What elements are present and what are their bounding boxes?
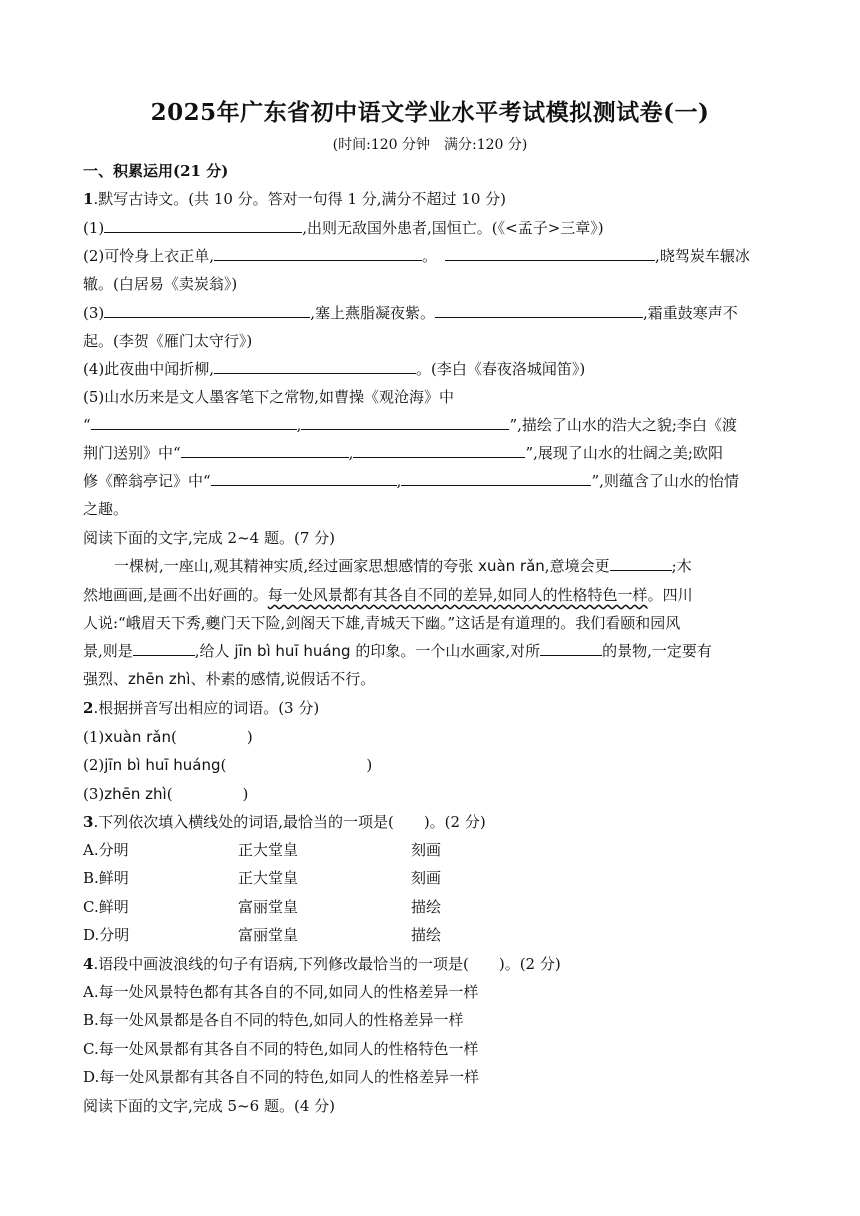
pinyin-text: zhēn zhì: [104, 785, 167, 803]
answer-blank[interactable]: [214, 359, 416, 374]
q2-item3: [83, 784, 248, 804]
q3-option-a-label[interactable]: A.分明: [83, 841, 129, 859]
passage-text: 强烈、: [83, 670, 129, 688]
pinyin-text: xuàn rǎn: [104, 728, 171, 746]
passage-text: ,意境会更: [544, 557, 610, 575]
q3-option-c-label[interactable]: C.鲜明: [83, 898, 129, 916]
passage-line3: 人说:“峨眉天下秀,夔门天下险,剑阁天下雄,青城天下幽。”这话是有道理的。我们看颐和园风: [83, 614, 681, 632]
q4-option-c[interactable]: C.每一处风景都有其各自不同的特色,如同人的性格特色一样: [83, 1040, 479, 1058]
passage-text: 。四川: [647, 586, 693, 604]
q4-stem-text: )。(2 分): [498, 955, 561, 973]
wavy-underlined-sentence: 每一处风景都有其各自不同的差异,如同人的性格特色一样: [267, 586, 648, 604]
q1-number: 1: [83, 190, 94, 208]
q1-stem-text: .默写古诗文。(共 10 分。答对一句得 1 分,满分不超过 10 分): [93, 190, 507, 208]
q2-item2: [83, 755, 372, 775]
q2-item-label: (1): [83, 728, 105, 746]
pinyin-text: jīn bì huī huáng: [104, 756, 221, 774]
passage2-intro: 阅读下面的文字,完成 5~6 题。(4 分): [83, 1097, 335, 1115]
q2-item-label: (2): [83, 756, 105, 774]
q1-item3-cont: 起。(李贺《雁门太守行》): [83, 332, 253, 350]
exam-time-info: (时间:120 分钟 满分:120 分): [332, 137, 528, 153]
q3-number: 3: [83, 813, 94, 831]
q3-option-d-label[interactable]: D.分明: [83, 926, 130, 944]
answer-blank[interactable]: [214, 246, 422, 261]
q1-item1-label: (1): [83, 219, 105, 237]
q1-item2-text: 。: [422, 247, 438, 265]
passage-text: 一棵树,一座山,观其精神实质,经过画家思想感情的夸张: [114, 557, 479, 575]
q1-stem: [83, 189, 506, 209]
q1-item4-text: 。(李白《春夜洛城闻笛》): [416, 360, 586, 378]
answer-blank[interactable]: [540, 641, 602, 656]
answer-blank[interactable]: [401, 471, 591, 486]
q1-item5-text: 荆门送别》中“: [83, 444, 181, 462]
q1-item3-text: ,霜重鼓寒声不: [643, 304, 738, 322]
q3-stem: [83, 812, 486, 832]
answer-blank[interactable]: [133, 641, 195, 656]
paren-close: ): [366, 756, 373, 774]
q3-option-c-word3: 描绘: [411, 898, 442, 916]
passage-line4: [83, 641, 712, 661]
q1-item5-text: ”,展现了山水的壮阔之美;欧阳: [525, 444, 723, 462]
page-title: 2025年广东省初中语文学业水平考试模拟测试卷(一): [150, 99, 710, 126]
q1-item3-label: (3): [83, 304, 105, 322]
answer-blank[interactable]: [435, 303, 643, 318]
passage-line1: [114, 556, 692, 576]
passage-text: 的景物,一定要有: [602, 642, 712, 660]
answer-blank[interactable]: [91, 415, 297, 430]
q3-option-a-word3: 刻画: [411, 841, 442, 859]
answer-blank[interactable]: [104, 303, 310, 318]
q3-stem-text: )。(2 分): [423, 813, 486, 831]
answer-blank[interactable]: [181, 443, 349, 458]
q1-item2: [83, 246, 750, 266]
q1-item5-text: ”,描绘了山水的浩大之貌;李白《渡: [509, 416, 737, 434]
q1-item1-text: ,出则无敌国外患者,国恒亡。(《<孟子>三章》): [302, 219, 604, 237]
q3-option-a-word2: 正大堂皇: [238, 841, 299, 859]
q1-item5-line4: [83, 471, 739, 491]
answer-blank[interactable]: [104, 218, 302, 233]
paren-open: (: [170, 728, 177, 746]
passage-line2: [83, 585, 693, 605]
passage-text: ;木: [671, 557, 692, 575]
q1-item5-text: ,: [296, 416, 302, 434]
answer-blank[interactable]: [211, 471, 397, 486]
q1-item5-text: 修《醉翁亭记》中“: [83, 472, 211, 490]
q3-option-d-word2: 富丽堂皇: [238, 926, 299, 944]
q1-item2-cont: 辙。(白居易《卖炭翁》): [83, 275, 238, 293]
q1-item3: [83, 303, 738, 323]
passage-text: ,给人: [194, 642, 235, 660]
section-heading: 一、积累运用(21 分): [83, 162, 229, 180]
q1-item5-text: ”,则蕴含了山水的怡情: [591, 472, 739, 490]
answer-blank[interactable]: [301, 415, 509, 430]
answer-blank[interactable]: [610, 556, 672, 571]
passage-line5: [83, 669, 375, 689]
q1-item5-text: “: [83, 416, 91, 434]
q2-number: 2: [83, 699, 94, 717]
q1-item5-text: ,: [348, 444, 354, 462]
q1-item5-line3: [83, 443, 723, 463]
q3-option-d-word3: 描绘: [411, 926, 442, 944]
q3-option-c-word2: 富丽堂皇: [238, 898, 299, 916]
q1-item5-line2: [83, 415, 737, 435]
pinyin-text: zhēn zhì: [128, 670, 191, 688]
q1-item3-text: ,塞上燕脂凝夜紫。: [310, 304, 436, 322]
passage-text: 然地画画,是画不出好画的。: [83, 586, 268, 604]
paren-close: ): [246, 728, 253, 746]
q1-item1: [83, 218, 604, 238]
q4-option-b[interactable]: B.每一处风景都是各自不同的特色,如同人的性格差异一样: [83, 1011, 464, 1029]
paren-close: ): [242, 785, 249, 803]
q4-number: 4: [83, 955, 94, 973]
passage-intro: 阅读下面的文字,完成 2~4 题。(7 分): [83, 529, 335, 547]
answer-blank[interactable]: [353, 443, 525, 458]
q1-item5-line5: 之趣。: [83, 500, 129, 518]
q4-stem-text: .语段中画波浪线的句子有语病,下列修改最恰当的一项是(: [93, 955, 469, 973]
q1-item4: [83, 359, 585, 379]
q1-item2-text: ,晓驾炭车辗冰: [655, 247, 750, 265]
q3-option-b-word3: 刻画: [411, 869, 442, 887]
q1-item4-text: (4)此夜曲中闻折柳,: [83, 360, 215, 378]
q1-item5: (5)山水历来是文人墨客笔下之常物,如曹操《观沧海》中: [83, 388, 455, 406]
paren-open: (: [166, 785, 173, 803]
pinyin-text: xuàn rǎn: [478, 557, 545, 575]
q2-stem: [83, 698, 319, 718]
answer-blank[interactable]: [445, 246, 655, 261]
q3-stem-text: .下列依次填入横线处的词语,最恰当的一项是(: [93, 813, 394, 831]
q2-item1: [83, 727, 253, 747]
q2-stem-text: .根据拼音写出相应的词语。(3 分): [93, 699, 320, 717]
pinyin-text: jīn bì huī huáng: [234, 642, 351, 660]
q4-option-a[interactable]: A.每一处风景特色都有其各自的不同,如同人的性格差异一样: [83, 983, 479, 1001]
q1-item2-text: (2)可怜身上衣正单,: [83, 247, 215, 265]
passage-text: 的印象。一个山水画家,对所: [350, 642, 541, 660]
q2-item-label: (3): [83, 785, 105, 803]
q4-option-d[interactable]: D.每一处风景都有其各自不同的特色,如同人的性格差异一样: [83, 1068, 480, 1086]
q1-item5-text: ,: [396, 472, 402, 490]
paren-open: (: [220, 756, 227, 774]
q3-option-b-word2: 正大堂皇: [238, 869, 299, 887]
passage-text: 、朴素的感情,说假话不行。: [190, 670, 376, 688]
passage-text: 景,则是: [83, 642, 133, 660]
q3-option-b-label[interactable]: B.鲜明: [83, 869, 129, 887]
q4-stem: [83, 954, 561, 974]
